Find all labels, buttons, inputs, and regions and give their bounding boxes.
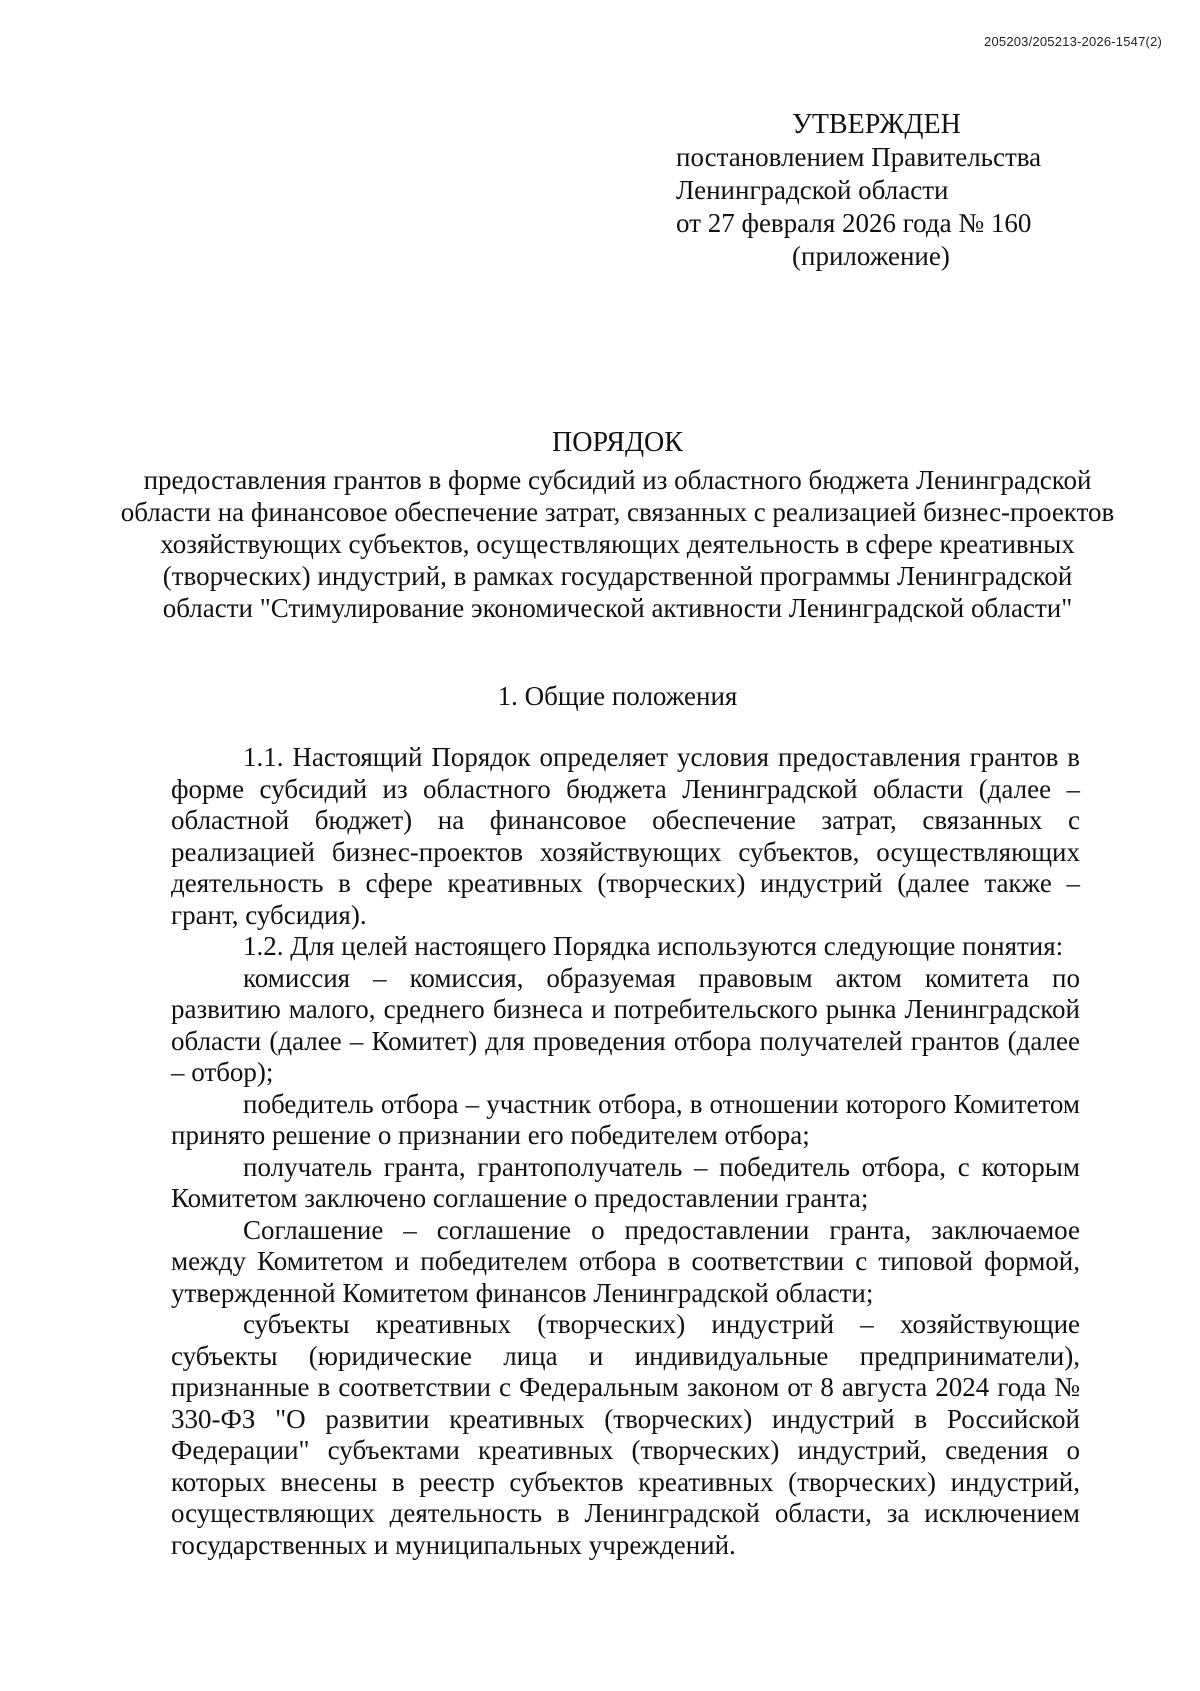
definition-creative-subjects: субъекты креативных (творческих) индустрий – хозяйствующие субъекты (юридические лица и индивидуальные предприниматели), признанные в соответствии с Федеральным законом от 8 августа 2024 года № 330-ФЗ "О развитии креативных (творческих) индустрий в Российской Федерации" субъектами креативных (творческих) индустрий, сведения о которых внесены в реестр субъектов креативных (творческих) индустрий, осуществляющих деятельность в Ленинградской области, за исключением государственных и муниципальных учреждений.: [171, 1309, 1080, 1560]
approval-title: УТВЕРЖДЕН: [792, 109, 961, 140]
approval-line-date: от 27 февраля 2026 года № 160: [676, 208, 1032, 238]
document-heading: ПОРЯДОК: [552, 427, 683, 458]
paragraph-1-1: 1.1. Настоящий Порядок определяет условия предоставления грантов в форме субсидий из областного бюджета Ленинградской области (далее – областной бюджет) на финансовое обеспечение затрат, связанных с реализацией бизнес-проектов хозяйствующих субъектов, осуществляющих деятельность в сфере креативных (творческих) индустрий (далее также – грант, субсидия).: [171, 742, 1080, 930]
paragraph-1-2: 1.2. Для целей настоящего Порядка используются следующие понятия:: [243, 931, 1064, 961]
definition-recipient: получатель гранта, грантополучатель – победитель отбора, с которым Комитетом заключено соглашение о предоставлении гранта;: [171, 1151, 1080, 1213]
definition-winner: победитель отбора – участник отбора, в отношении которого Комитетом принято решение о признании его победителем отбора;: [171, 1088, 1080, 1150]
approval-line-decree: постановлением Правительства: [676, 142, 1042, 172]
approval-block: [676, 108, 1096, 273]
definition-commission: комиссия – комиссия, образуемая правовым актом комитета по развитию малого, среднего бизнеса и потребительского рынка Ленинградской области (далее – Комитет) для проведения отбора получателей грантов (далее – отбор);: [171, 962, 1080, 1087]
definition-agreement: Соглашение – соглашение о предоставлении гранта, заключаемое между Комитетом и победителем отбора в соответствии с типовой формой, утвержденной Комитетом финансов Ленинградской области;: [171, 1214, 1080, 1308]
document-body: [171, 742, 1080, 1561]
document-subtitle: предоставления грантов в форме субсидий из областного бюджета Ленинградской области на финансовое обеспечение затрат, связанных с реализацией бизнес-проектов хозяйствующих субъектов, осуществляющих деятельность в сфере креативных (творческих) индустрий, в рамках государственной программы Ленинградской области "Стимулирование экономической активности Ленинградской области": [120, 465, 1115, 623]
document-title-block: [120, 426, 1115, 624]
approval-note: (приложение): [792, 241, 950, 271]
approval-line-region: Ленинградской области: [676, 175, 949, 205]
section-title: 1. Общие положения: [497, 681, 738, 711]
document-id: 205203/205213-2026-1547(2): [984, 34, 1162, 49]
